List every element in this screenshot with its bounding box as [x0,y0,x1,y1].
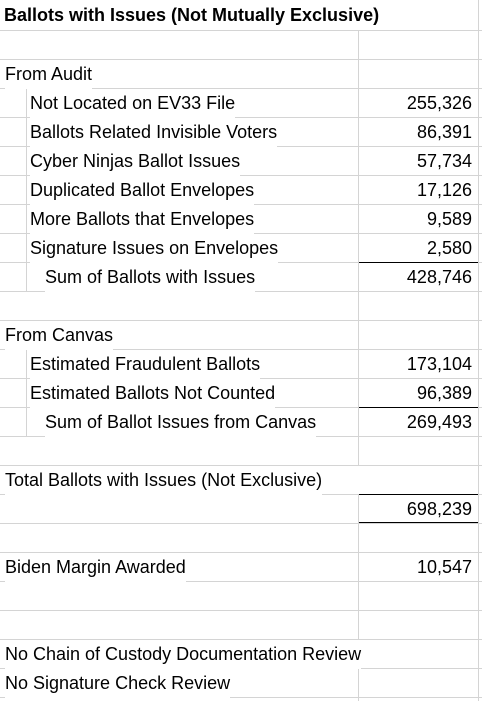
total-value: 698,239 [406,499,472,519]
note-chain-of-custody: No Chain of Custody Documentation Review [5,640,361,669]
canvas-sum-value: 269,493 [406,412,472,432]
canvas-item-value: 173,104 [406,354,472,374]
audit-item-label: Ballots Related Invisible Voters [30,118,277,147]
audit-item-label: Not Located on EV33 File [30,89,235,118]
canvas-item-label: Estimated Fraudulent Ballots [30,350,260,379]
audit-item-label: Cyber Ninjas Ballot Issues [30,147,240,176]
audit-item-value: 2,580 [426,238,472,258]
section-header-audit: From Audit [5,60,92,89]
canvas-sum-label: Sum of Ballot Issues from Canvas [45,408,316,437]
audit-item-label: Signature Issues on Envelopes [30,234,278,263]
audit-item-value: 57,734 [416,151,472,171]
note-signature-check: No Signature Check Review [5,669,230,698]
audit-sum-label: Sum of Ballots with Issues [45,263,255,292]
canvas-item-value: 96,389 [416,383,472,403]
total-bottom-border [359,522,478,523]
margin-label: Biden Margin Awarded [5,553,186,582]
sheet-title: Ballots with Issues (Not Mutually Exclusive) [4,0,379,30]
margin-value: 10,547 [416,557,472,577]
audit-item-label: More Ballots that Envelopes [30,205,254,234]
audit-item-value: 86,391 [416,122,472,142]
audit-sum-value: 428,746 [406,267,472,287]
audit-item-value: 17,126 [416,180,472,200]
audit-item-value: 255,326 [406,93,472,113]
section-header-canvas: From Canvas [5,321,113,350]
canvas-item-label: Estimated Ballots Not Counted [30,379,275,408]
audit-item-label: Duplicated Ballot Envelopes [30,176,254,205]
total-label: Total Ballots with Issues (Not Exclusive) [5,466,322,495]
audit-item-value: 9,589 [426,209,472,229]
